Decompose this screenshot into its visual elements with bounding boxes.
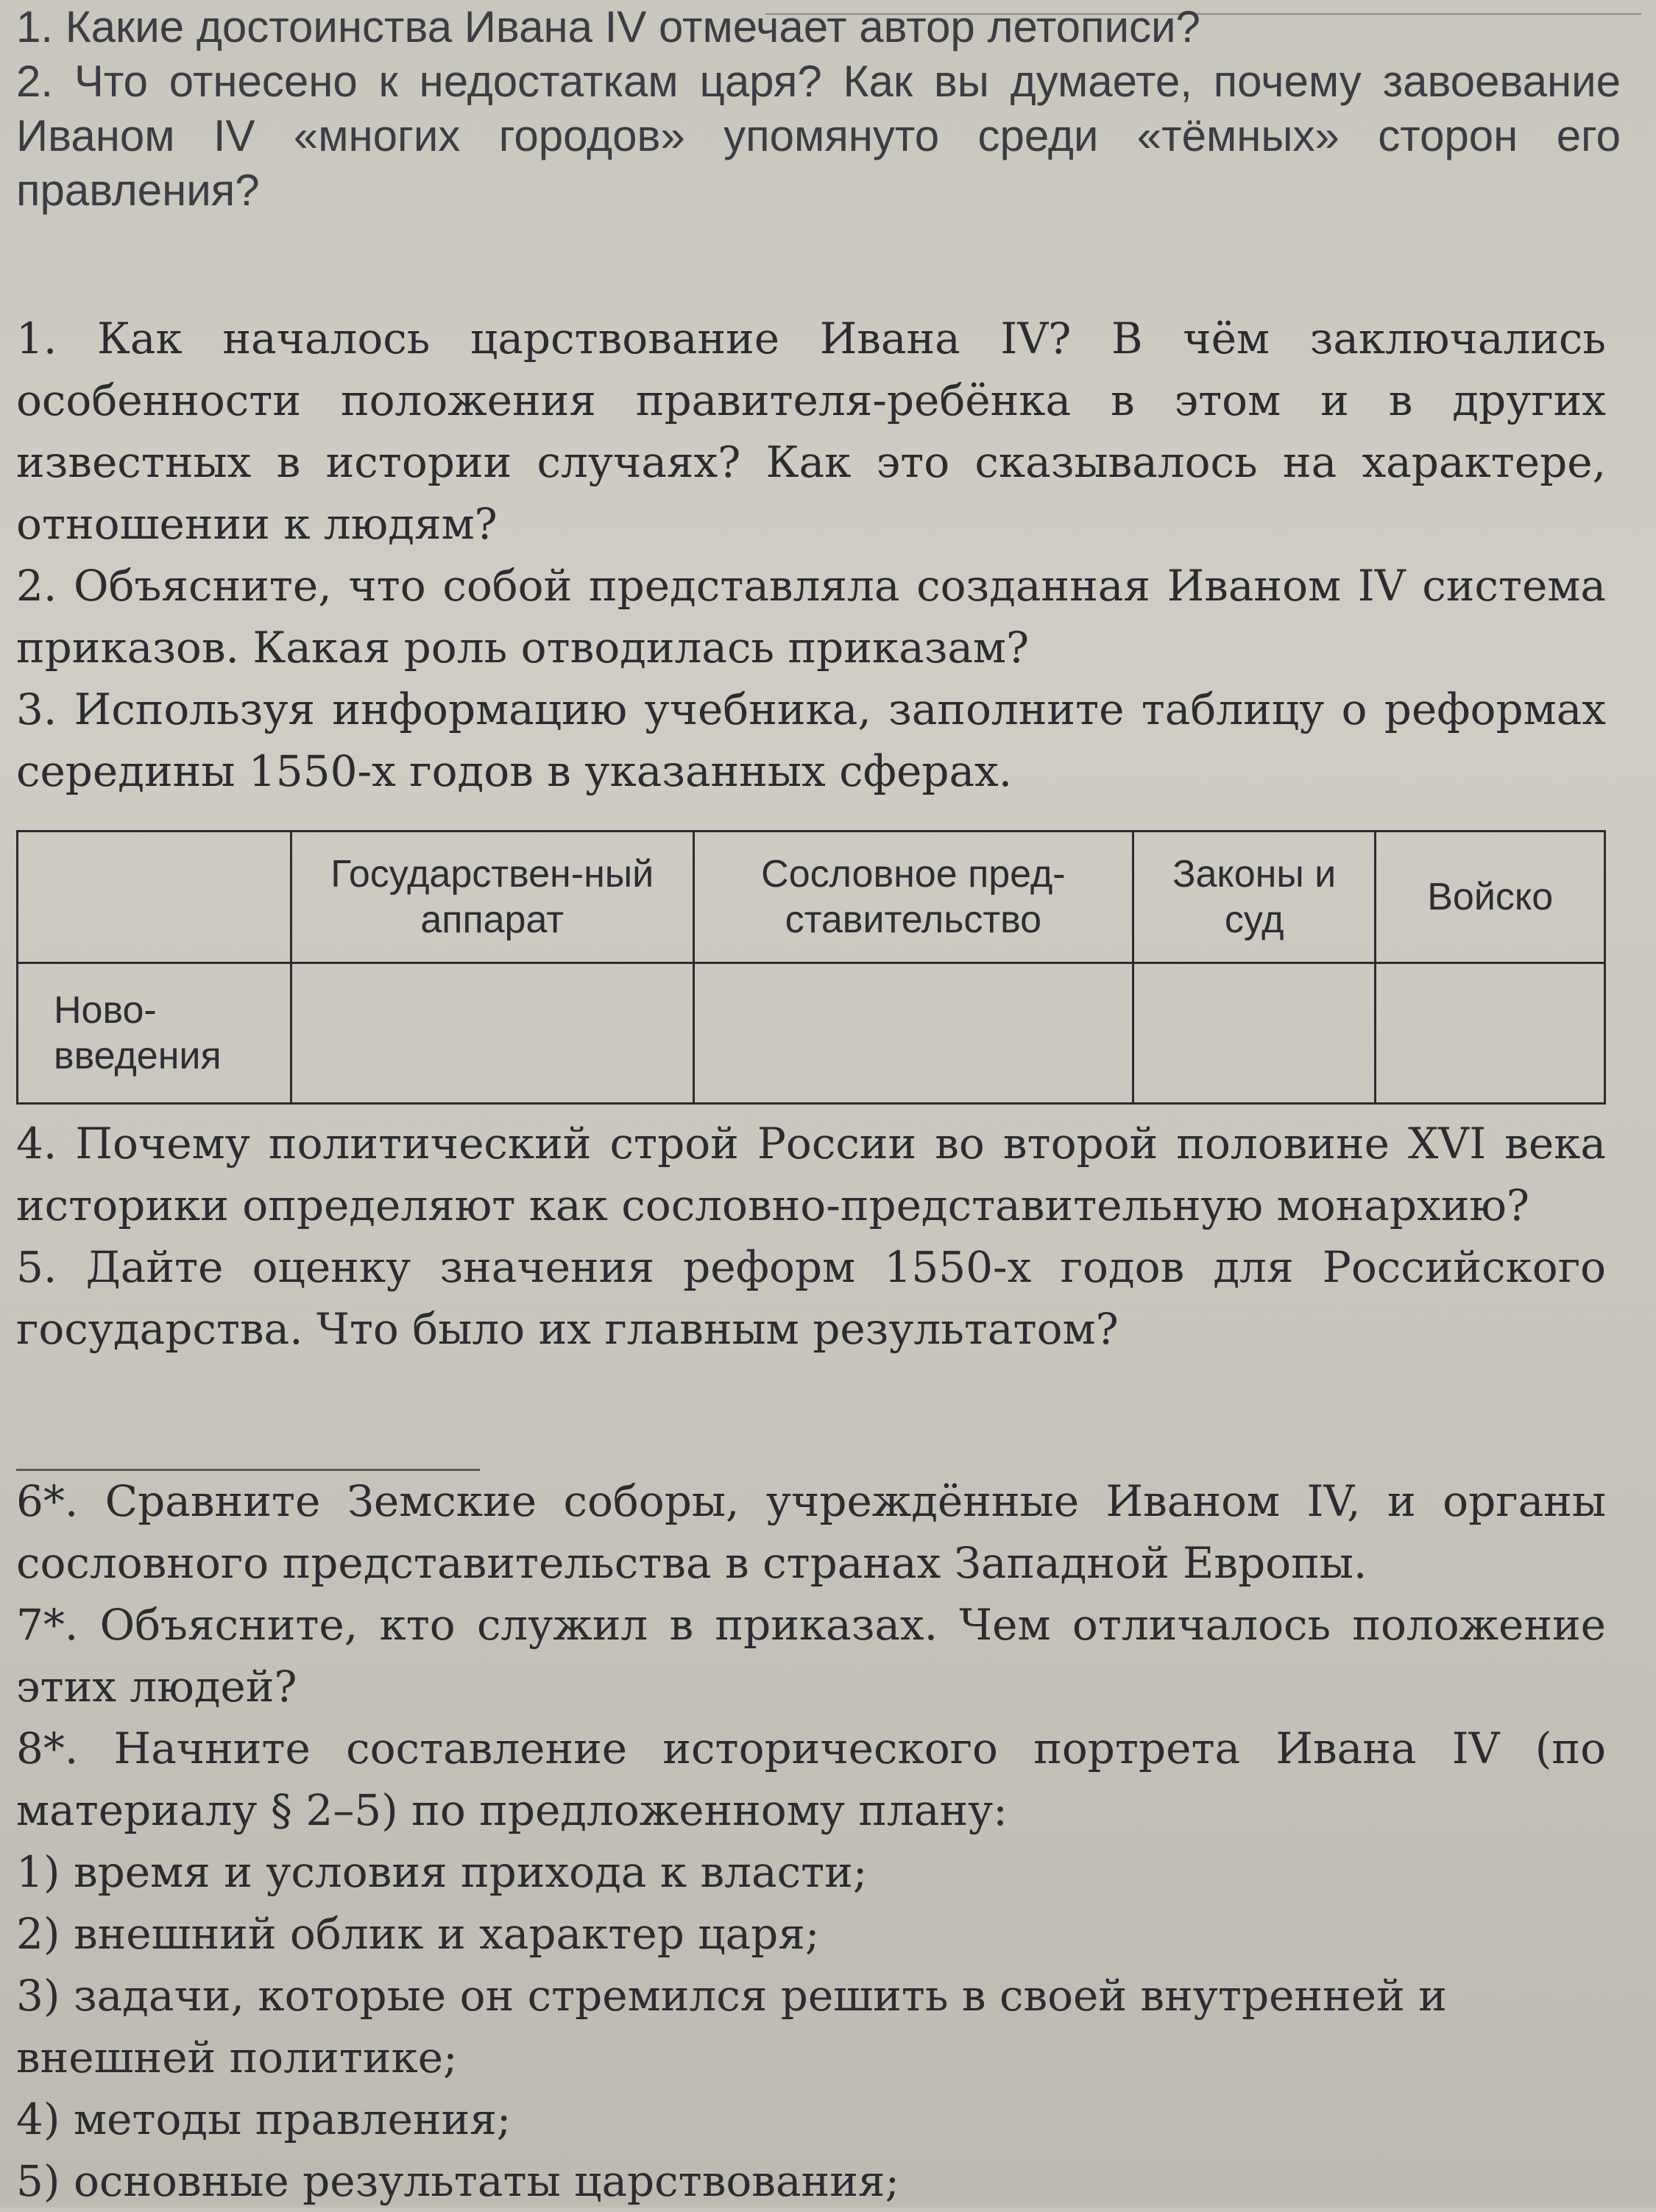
plan-item-1: 1) время и условия прихода к власти;: [16, 1847, 868, 1897]
advanced-questions: [16, 1470, 1606, 2212]
reforms-table-wrapper: [16, 830, 1606, 1105]
question-1: 1. Как началось царствование Ивана IV? В чём заключались особенности положения правителя-ребёнка в этом и в других известных в истории случаях? Как это сказывалось на характере, отношении к людям?: [16, 313, 1606, 549]
question-4: 4. Почему политический строй России во второй половине XVI века историки определяют как сословно-представительную монархию?: [16, 1119, 1606, 1230]
header-estate-representation: Сословное пред-ставительство: [693, 832, 1133, 963]
plan-item-3: 3) задачи, которые он стремился решить в своей внутренней и внешней политике;: [16, 1971, 1447, 2082]
question-top-1: 1. Какие достоинства Ивана IV отмечает автор летописи?: [16, 2, 1200, 52]
table-header-row: [18, 832, 1605, 963]
header-army: Войско: [1376, 832, 1605, 963]
table-cell: [1376, 963, 1605, 1104]
plan-item-5: 5) основные результаты царствования;: [16, 2156, 899, 2206]
question-5: 5. Дайте оценку значения реформ 1550-х годов для Российского государства. Что было их главным результатом?: [16, 1242, 1606, 1354]
main-questions: [16, 308, 1606, 802]
plan-item-4: 4) методы правления;: [16, 2094, 512, 2144]
lower-questions: [16, 1113, 1606, 1360]
question-3: 3. Используя информацию учебника, заполните таблицу о реформах середины 1550-х годов в указанных сферах.: [16, 684, 1606, 796]
question-top-2: 2. Что отнесено к недостаткам царя? Как вы думаете, почему завоевание Иваном IV «многих городов» упомянуто среди «тёмных» сторон его правления?: [16, 57, 1621, 215]
table-cell: [693, 963, 1133, 1104]
row-label-innovations: Ново-введения: [18, 963, 291, 1104]
top-questions: [16, 0, 1621, 218]
reforms-table: [16, 830, 1606, 1105]
table-cell: [1133, 963, 1376, 1104]
header-state-apparatus: Государствен-ный аппарат: [291, 832, 693, 963]
table-cell: [291, 963, 693, 1104]
table-row: [18, 963, 1605, 1104]
table-corner-cell: [18, 832, 291, 963]
question-6: 6*. Сравните Земские соборы, учреждённые Иваном IV, и органы сословного представительства в странах Западной Европы.: [16, 1476, 1606, 1588]
plan-item-2: 2) внешний облик и характер царя;: [16, 1909, 820, 1959]
question-2: 2. Объясните, что собой представляла созданная Иваном IV система приказов. Какая роль отводилась приказам?: [16, 561, 1606, 673]
question-8: 8*. Начните составление исторического портрета Ивана IV (по материалу § 2–5) по предложенному плану:: [16, 1723, 1606, 1835]
question-7: 7*. Объясните, кто служил в приказах. Чем отличалось положение этих людей?: [16, 1600, 1606, 1712]
header-laws-and-court: Законы и суд: [1133, 832, 1376, 963]
